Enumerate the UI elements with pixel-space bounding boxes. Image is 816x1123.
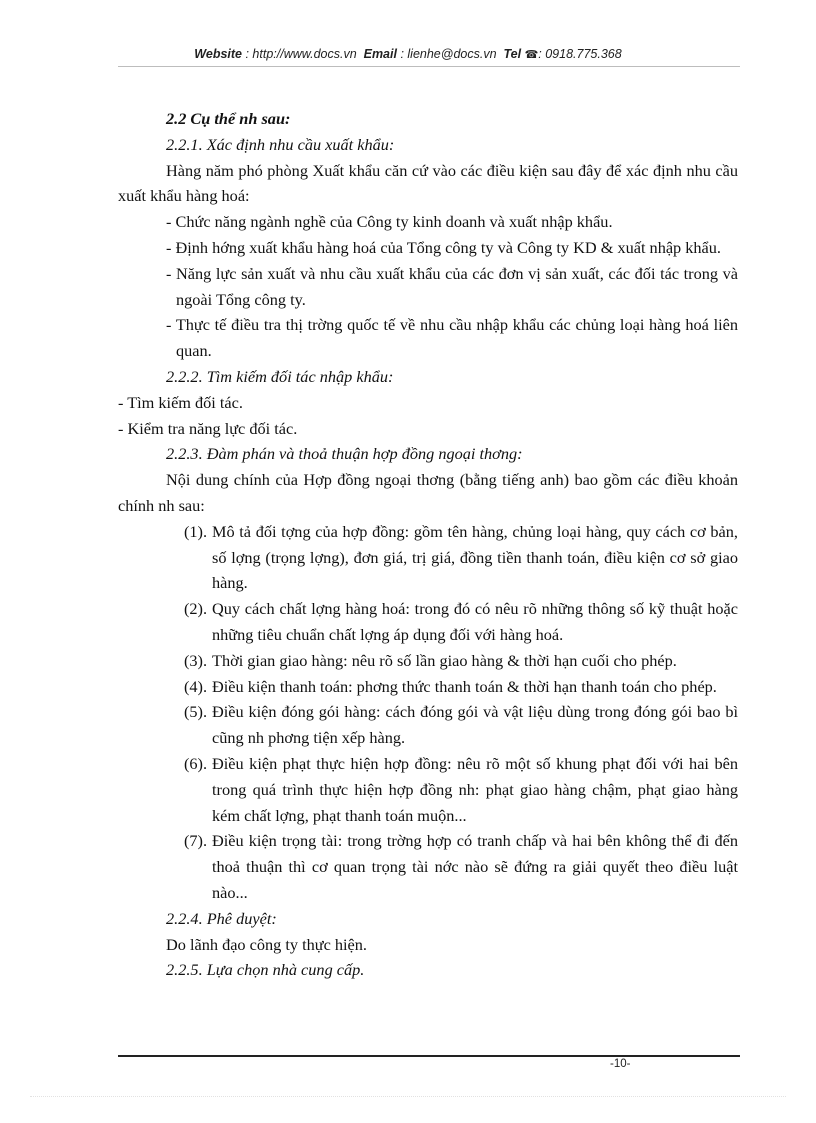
- website-label: Website: [194, 47, 242, 61]
- page-header: [0, 47, 816, 61]
- item-text: Mô tả đối tợng của hợp đồng: gồm tên hàng, chủng loại hàng, quy cách cơ bản, số lợng (trọng lợng), đơn giá, trị giá, đồng tiền thanh toán, điều kiện cơ sở giao hàng.: [212, 521, 738, 593]
- tel-value: : 0918.775.368: [538, 47, 622, 61]
- website-value: : http://www.docs.vn: [245, 47, 357, 61]
- phone-icon: ☎: [524, 49, 539, 61]
- item-number: (5).: [184, 702, 208, 722]
- item-text: Điều kiện thanh toán: phơng thức thanh toán & thời hạn thanh toán cho phép.: [212, 676, 717, 696]
- item-number: (1).: [184, 521, 208, 541]
- page-bottom-border: [30, 1096, 786, 1097]
- numbered-item: [184, 828, 738, 905]
- numbered-item: [184, 648, 738, 674]
- page-number: -10-: [610, 1058, 631, 1070]
- list-item: - Kiểm tra năng lực đối tác.: [118, 418, 298, 438]
- list-item: - Năng lực sản xuất và nhu cầu xuất khẩu của các đơn vị sản xuất, các đối tác trong và ngoài Tổng công ty.: [166, 263, 738, 309]
- section-heading-2-2: 2.2 Cụ thể nh sau:: [166, 109, 291, 128]
- item-text: Điều kiện đóng gói hàng: cách đóng gói và vật liệu dùng trong đóng gói bao bì cũng nh phơng tiện xếp hàng.: [212, 702, 738, 748]
- subsection-heading-2-2-4: 2.2.4. Phê duyệt:: [166, 908, 277, 928]
- item-number: (6).: [184, 753, 208, 773]
- subsection-heading-2-2-2: 2.2.2. Tìm kiếm đối tác nhập khẩu:: [166, 366, 394, 386]
- header-divider: [118, 66, 740, 67]
- paragraph-2-2-4: Do lãnh đạo công ty thực hiện.: [166, 934, 367, 954]
- subsection-heading-2-2-3: 2.2.3. Đàm phán và thoả thuận hợp đồng ngoại thơng:: [166, 444, 523, 464]
- document-body: [118, 106, 738, 983]
- item-text: Quy cách chất lợng hàng hoá: trong đó có nêu rõ những thông số kỹ thuật hoặc những tiêu chuẩn chất lợng áp dụng đối với hàng hoá.: [212, 599, 738, 644]
- footer-divider: [118, 1055, 740, 1057]
- paragraph-2-2-1: Hàng năm phó phòng Xuất khẩu căn cứ vào các điều kiện sau đây để xác định nhu cầu xuất khẩu hàng hoá:: [118, 160, 738, 206]
- list-item: - Định hớng xuất khẩu hàng hoá của Tổng công ty và Công ty KD & xuất nhập khẩu.: [166, 237, 721, 257]
- item-text: Điều kiện trọng tài: trong trờng hợp có tranh chấp và hai bên không thể đi đến thoả thuận thì cơ quan trọng tài nớc nào sẽ đứng ra giải quyết theo điều luật nào...: [212, 831, 738, 902]
- subsection-heading-2-2-5: 2.2.5. Lựa chọn nhà cung cấp.: [166, 960, 365, 980]
- item-text: Điều kiện phạt thực hiện hợp đồng: nêu rõ một số khung phạt đối với hai bên trong quá trình thực hiện hợp đồng nh: phạt giao hàng chậm, phạt giao hàng kém chất lợng, phạt thanh toán muộn...: [212, 753, 738, 825]
- paragraph-2-2-3: Nội dung chính của Hợp đồng ngoại thơng (bằng tiếng anh) bao gồm các điều khoản chính nh sau:: [118, 470, 738, 515]
- item-number: (3).: [184, 650, 208, 670]
- numbered-item: [184, 674, 738, 700]
- email-label: Email: [363, 47, 397, 61]
- item-text: Thời gian giao hàng: nêu rõ số lần giao hàng & thời hạn cuối cho phép.: [212, 650, 677, 670]
- item-number: (7).: [184, 831, 208, 851]
- numbered-item: [184, 699, 738, 751]
- list-item: - Thực tế điều tra thị trờng quốc tế về nhu cầu nhập khẩu các chủng loại hàng hoá liên quan.: [166, 315, 738, 361]
- numbered-item: [184, 596, 738, 648]
- list-item: - Chức năng ngành nghề của Công ty kinh doanh và xuất nhập khẩu.: [166, 212, 613, 232]
- numbered-item: [184, 751, 738, 828]
- item-number: (2).: [184, 599, 208, 619]
- email-value: : lienhe@docs.vn: [400, 47, 497, 61]
- numbered-item: [184, 519, 738, 596]
- list-item: - Tìm kiếm đối tác.: [118, 392, 243, 412]
- item-number: (4).: [184, 676, 208, 696]
- tel-label: Tel: [503, 47, 522, 61]
- subsection-heading-2-2-1: 2.2.1. Xác định nhu cầu xuất khẩu:: [166, 134, 395, 154]
